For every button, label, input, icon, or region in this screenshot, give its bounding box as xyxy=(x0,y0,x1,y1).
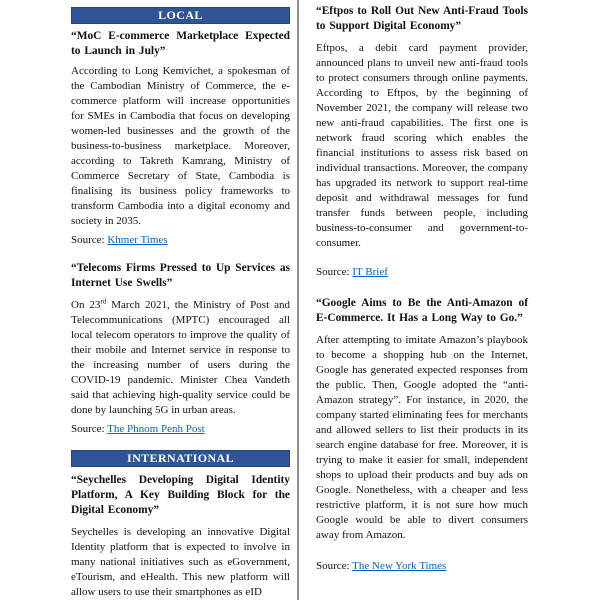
right-column xyxy=(316,0,528,574)
section-header-international-label: INTERNATIONAL xyxy=(127,451,234,465)
section-header-local-label: LOCAL xyxy=(158,8,203,22)
article-body-google-anti-amazon: After attempting to imitate Amazon’s playbook to become a shopping hub on the Internet, Google has generated expected responses from the public. Then, Google adopted the “anti-Amazon strategy”. For instance, in 2020, the company started eliminating fees for merchants and allowed sellers to list their products in its search engine database for free. Moreover, it is trying to make it easier for small, independent shops to upload their products and buy ads on Google. Nonetheless, with a cheaper and less restrictive platform, it is not sure how much Google would be able to divert consumers away from Amazon. xyxy=(316,334,528,541)
article-headline-moc-ecommerce: “MoC E-commerce Marketplace Expected to Launch in July” xyxy=(71,30,290,57)
source-link-it-brief[interactable]: IT Brief xyxy=(352,266,388,278)
source-link-khmer-times[interactable]: Khmer Times xyxy=(107,234,168,246)
article-body-telecoms-post: March 2021, the Ministry of Post and Telecommunications (MPTC) encouraged all local telecom operators to improve the quality of their mobile and Internet service in response to the increasing number of users during the COVID-19 pandemic. Minister Chea Vandeth said that achieving high-quality service could be done by launching 5G in urban areas. xyxy=(71,299,290,416)
article-headline-seychelles: “Seychelles Developing Digital Identity Platform, A Key Building Block for the Digital Economy” xyxy=(71,474,290,516)
source-label: Source: xyxy=(316,560,350,572)
article-body-telecoms-pre: On 23 xyxy=(71,299,101,311)
article-body-moc-ecommerce: According to Long Kemvichet, a spokesman of the Cambodian Ministry of Commerce, the e-commerce platform will increase opportunities for SMEs in Cambodia that focus on developing women-led businesses and the growth of the business-to-business marketplace. Moreover, according to Takreth Kamrang, Ministry of Commerce Secretary of State, Cambodia is finalising its business policy frameworks to transform Cambodia into a digital economy and society in 2035. xyxy=(71,65,290,227)
article-headline-google-anti-amazon: “Google Aims to Be the Anti-Amazon of E-Commerce. It Has a Long Way to Go.” xyxy=(316,297,528,324)
left-column xyxy=(71,0,290,600)
source-label: Source: xyxy=(71,423,105,435)
article-headline-eftpos: “Eftpos to Roll Out New Anti-Fraud Tools to Support Digital Economy” xyxy=(316,5,528,32)
source-label: Source: xyxy=(316,266,350,278)
section-header-international xyxy=(71,450,290,467)
source-link-phnom-penh-post[interactable]: The Phnom Penh Post xyxy=(107,423,205,435)
source-line-phnom-penh-post xyxy=(71,422,290,437)
source-link-new-york-times[interactable]: The New York Times xyxy=(352,560,447,572)
article-body-telecoms xyxy=(71,298,290,418)
source-line-it-brief xyxy=(316,265,528,280)
section-header-local xyxy=(71,7,290,24)
source-label: Source: xyxy=(71,234,105,246)
ordinal-superscript: rd xyxy=(100,297,107,306)
article-headline-telecoms: “Telecoms Firms Pressed to Up Services as Internet Use Swells” xyxy=(71,262,290,289)
source-line-new-york-times xyxy=(316,559,528,574)
column-divider-line xyxy=(297,0,299,600)
article-body-seychelles: Seychelles is developing an innovative Digital Identity platform that is expected to involve in many national initiatives such as eGovernment, eTourism, and eHealth. This new platform will allow users to use their smartphones as eID xyxy=(71,526,290,598)
article-body-eftpos: Eftpos, a debit card payment provider, announced plans to unveil new anti-fraud tools to protect consumers through online payments. According to Eftpos, by the beginning of November 2021, the company will release two new anti-fraud capabilities. The first one is network fraud scoring which enables the financial institutions to assess risk based on individual transactions. Moreover, the company has upgraded its network to support real-time deposit and withdrawal messages for fund transfer funds between people, including business-to-consumer and government-to-consumer. xyxy=(316,42,528,249)
source-line-khmer-times xyxy=(71,233,290,248)
